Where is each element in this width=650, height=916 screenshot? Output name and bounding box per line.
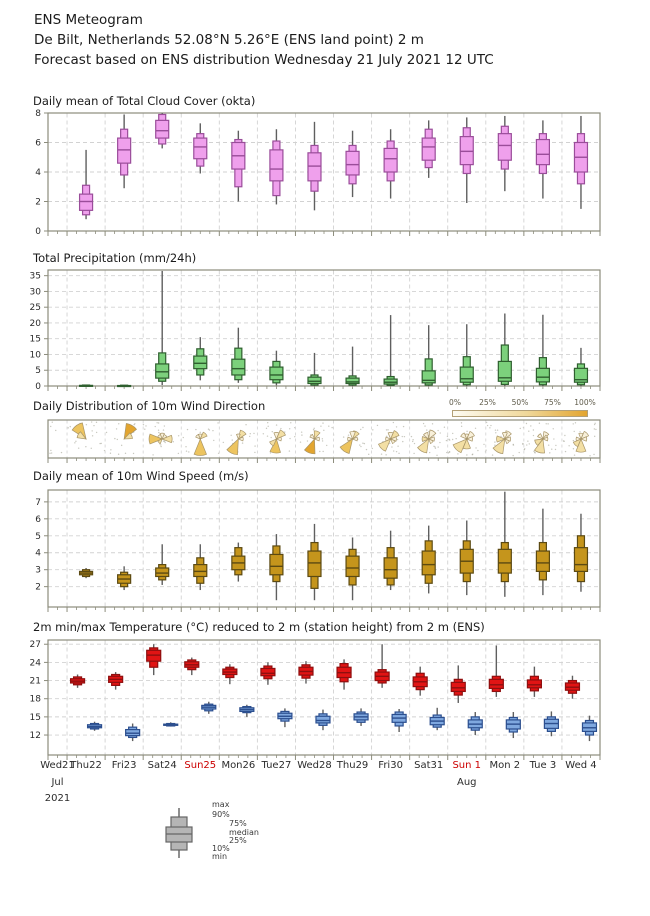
temperature-ytick-label: 24 bbox=[29, 658, 41, 669]
precipitation-panel-title: Total Precipitation (mm/24h) bbox=[33, 251, 197, 265]
x-axis-day-label: Thu22 bbox=[70, 760, 102, 771]
wind-speed-panel-title: Daily mean of 10m Wind Speed (m/s) bbox=[33, 469, 249, 483]
wind-speed-ytick-label: 7 bbox=[35, 497, 41, 508]
wind-speed-ytick-label: 4 bbox=[35, 548, 41, 559]
boxplot-legend-glyph bbox=[166, 808, 192, 858]
wind-rose bbox=[72, 423, 86, 439]
temperature-frame bbox=[30, 640, 600, 760]
precipitation-ytick-label: 20 bbox=[29, 318, 41, 329]
temperature-max-boxes bbox=[71, 644, 580, 703]
legend-90pct-label: 90% bbox=[212, 810, 230, 819]
wind-rose bbox=[270, 430, 286, 453]
precipitation-ytick-label: 15 bbox=[29, 334, 41, 345]
cloud-cover-ytick-label: 6 bbox=[35, 138, 41, 149]
cloud-cover-ytick-label: 0 bbox=[35, 227, 41, 237]
wind-rose bbox=[573, 431, 588, 452]
wind-rose bbox=[535, 432, 549, 453]
precipitation-ytick-label: 35 bbox=[29, 271, 41, 282]
x-axis-day-label: Tue27 bbox=[261, 760, 292, 771]
wind-direction-panel-title: Daily Distribution of 10m Wind Direction bbox=[33, 399, 266, 413]
x-axis-month-label: Aug bbox=[456, 777, 477, 788]
precipitation-ytick-label: 0 bbox=[35, 382, 41, 392]
precipitation-ytick-label: 30 bbox=[29, 287, 41, 298]
x-axis-day-label: Sun 1 bbox=[452, 760, 482, 771]
x-axis-day-label: Mon26 bbox=[221, 760, 256, 771]
wind-speed-ytick-label: 2 bbox=[35, 582, 41, 593]
wind-direction-legend-label: 75% bbox=[544, 398, 561, 407]
location-line: De Bilt, Netherlands 52.08°N 5.26°E (ENS land point) 2 m bbox=[34, 32, 424, 48]
wind-rose bbox=[124, 424, 136, 440]
x-axis-day-label: Wed28 bbox=[297, 760, 332, 771]
wind-rose bbox=[418, 430, 436, 453]
cloud-cover-ytick-label: 8 bbox=[35, 109, 41, 119]
wind-rose bbox=[340, 431, 359, 454]
wind-direction-legend-label: 25% bbox=[479, 398, 496, 407]
legend-min-label: min bbox=[212, 852, 228, 861]
x-axis-day-label: Sun25 bbox=[184, 760, 217, 771]
precipitation-ytick-label: 5 bbox=[35, 366, 41, 377]
wind-rose bbox=[149, 433, 172, 444]
legend-median-label: median bbox=[229, 828, 259, 837]
wind-rose bbox=[227, 430, 246, 455]
temperature-ytick-label: 21 bbox=[29, 676, 41, 687]
wind-speed-ytick-label: 3 bbox=[35, 565, 41, 576]
wind-rose bbox=[379, 431, 400, 452]
wind-speed-ytick-label: 5 bbox=[35, 531, 41, 542]
temperature-ytick-label: 15 bbox=[29, 712, 41, 723]
cloud-cover-ytick-label: 4 bbox=[35, 168, 41, 178]
cloud-cover-ytick-label: 2 bbox=[35, 197, 41, 208]
x-axis-month-label: 2021 bbox=[44, 793, 71, 804]
wind-rose bbox=[493, 431, 511, 454]
forecast-line: Forecast based on ENS distribution Wednesday 21 July 2021 12 UTC bbox=[34, 52, 494, 68]
legend-max-label: max bbox=[212, 800, 230, 809]
x-axis-day-label: Wed 4 bbox=[565, 760, 597, 771]
precipitation-ytick-label: 10 bbox=[29, 350, 41, 361]
precipitation-ytick-label: 25 bbox=[29, 303, 41, 314]
temperature-ytick-label: 12 bbox=[29, 731, 41, 742]
temperature-ytick-label: 27 bbox=[29, 640, 41, 651]
legend-25pct-label: 25% bbox=[229, 836, 247, 845]
wind-rose bbox=[305, 431, 321, 454]
x-axis-day-label: Fri30 bbox=[378, 760, 403, 771]
wind-direction-legend-label: 100% bbox=[574, 398, 596, 407]
wind-rose bbox=[194, 432, 207, 455]
x-axis-day-label: Tue 3 bbox=[529, 760, 557, 771]
x-axis-month-label: Jul bbox=[51, 777, 64, 788]
x-axis-day-label: Thu29 bbox=[336, 760, 369, 771]
legend-75pct-label: 75% bbox=[229, 819, 247, 828]
x-axis-day-label: Mon 2 bbox=[489, 760, 521, 771]
legend-10pct-label: 10% bbox=[212, 844, 230, 853]
temperature-panel-title: 2m min/max Temperature (°C) reduced to 2 m (station height) from 2 m (ENS) bbox=[33, 620, 485, 634]
x-axis-day-label: Wed21 bbox=[40, 760, 75, 771]
wind-direction-panel bbox=[48, 420, 600, 463]
wind-speed-ytick-label: 6 bbox=[35, 514, 41, 525]
page-title: ENS Meteogram bbox=[34, 12, 143, 28]
wind-rose bbox=[453, 431, 474, 452]
x-axis-day-label: Fri23 bbox=[111, 760, 137, 771]
temperature-ytick-label: 18 bbox=[29, 694, 41, 705]
x-axis-day-label: Sat31 bbox=[414, 760, 444, 771]
wind-direction-legend-label: 50% bbox=[511, 398, 529, 407]
x-axis-day-label: Sat24 bbox=[147, 760, 177, 771]
cloud-cover-panel-title: Daily mean of Total Cloud Cover (okta) bbox=[33, 94, 256, 108]
wind-direction-legend-label: 0% bbox=[449, 398, 461, 407]
